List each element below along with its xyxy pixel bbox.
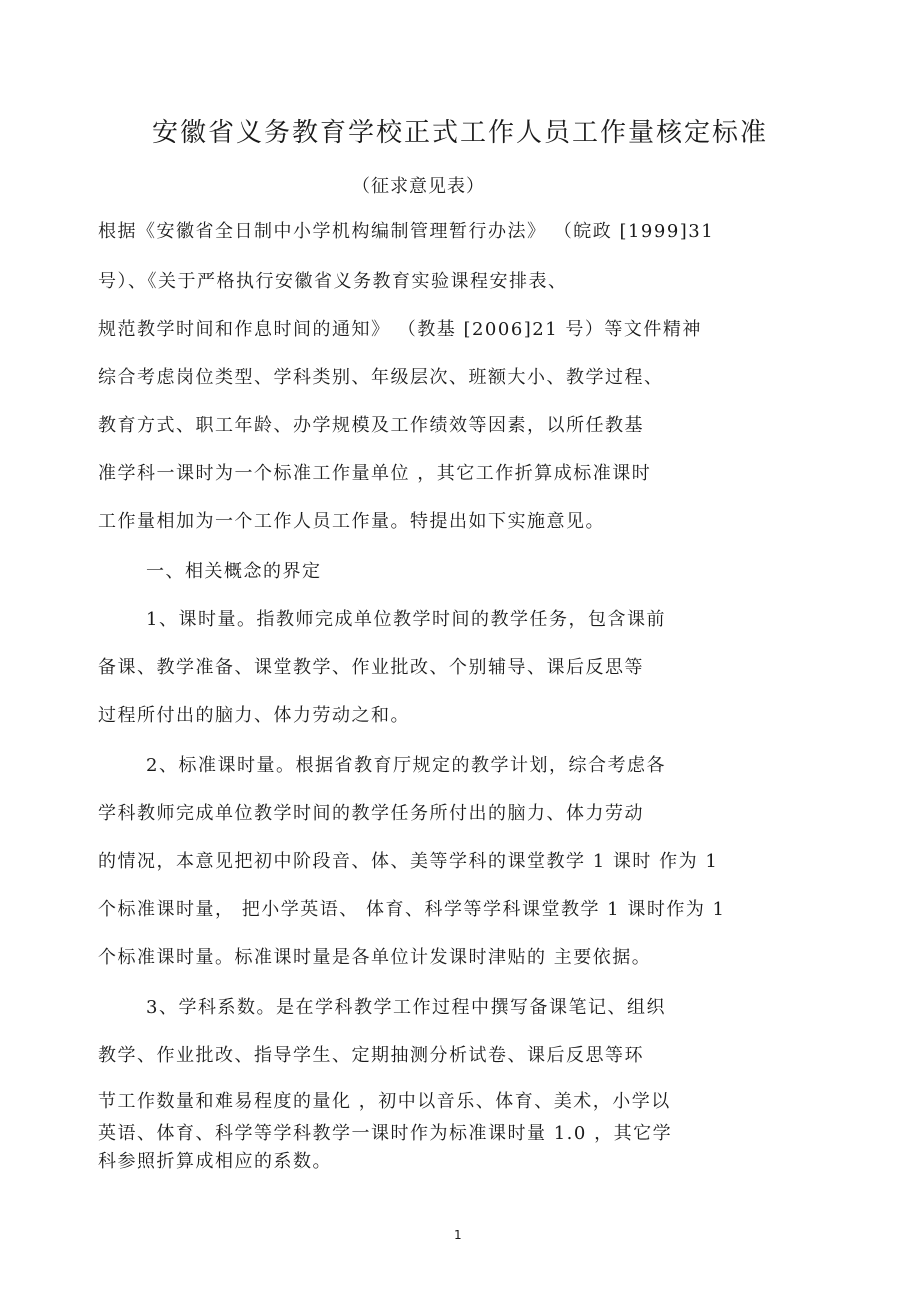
page-number: 1 — [454, 1228, 462, 1242]
paragraph-line: 节工作数量和难易程度的量化 ，初中以音乐、体育、美术，小学以 — [98, 1091, 671, 1112]
paragraph-line: 号）、《关于严格执行安徽省义务教育实验课程安排表、 — [98, 271, 568, 292]
paragraph-line: 学科教师完成单位教学时间的教学任务所付出的脑力、体力劳动 — [98, 803, 644, 824]
document-title: 安徽省义务教育学校正式工作人员工作量核定标准 — [151, 118, 768, 148]
paragraph-line: 工作量相加为一个工作人员工作量。特提出如下实施意见。 — [98, 511, 605, 532]
paragraph-line: 过程所付出的脑力、体力劳动之和。 — [98, 705, 410, 726]
paragraph-line: 教育方式、职工年龄、办学规模及工作绩效等因素，以所任教基 — [98, 415, 644, 436]
paragraph-line: 规范教学时间和作息时间的通知》 （教基 [2006]21 号）等文件精神 — [98, 319, 702, 340]
paragraph-line: 1、课时量。指教师完成单位教学时间的教学任务，包含课前 — [146, 609, 666, 630]
paragraph-line: 备课、教学准备、课堂教学、作业批改、个别辅导、课后反思等 — [98, 657, 644, 678]
paragraph-line: 根据《安徽省全日制中小学机构编制管理暂行办法》 （皖政 [1999]31 — [98, 221, 715, 242]
paragraph-line: 科参照折算成相应的系数。 — [98, 1151, 332, 1172]
paragraph-line: 3、学科系数。是在学科教学工作过程中撰写备课笔记、组织 — [146, 997, 666, 1018]
paragraph-line: 准学科一课时为一个标准工作量单位 ，其它工作折算成标准课时 — [98, 463, 652, 484]
paragraph-line: 2、标准课时量。根据省教育厅规定的教学计划，综合考虑各 — [146, 755, 666, 776]
section-heading: 一、相关概念的界定 — [146, 561, 322, 582]
paragraph-line: 的情况，本意见把初中阶段音、体、美等学科的课堂教学 1 课时 作为 1 — [98, 851, 719, 872]
paragraph-line: 个标准课时量， 把小学英语、 体育、科学等学科课堂教学 1 课时作为 1 — [98, 899, 726, 920]
paragraph-line: 个标准课时量。标准课时量是各单位计发课时津贴的 主要依据。 — [98, 947, 652, 968]
document-subtitle: （征求意见表） — [352, 176, 485, 197]
paragraph-line: 英语、体育、科学等学科教学一课时作为标准课时量 1.0 ，其它学 — [98, 1123, 673, 1144]
paragraph-line: 教学、作业批改、指导学生、定期抽测分析试卷、课后反思等环 — [98, 1045, 644, 1066]
paragraph-line: 综合考虑岗位类型、学科类别、年级层次、班额大小、教学过程、 — [98, 367, 664, 388]
